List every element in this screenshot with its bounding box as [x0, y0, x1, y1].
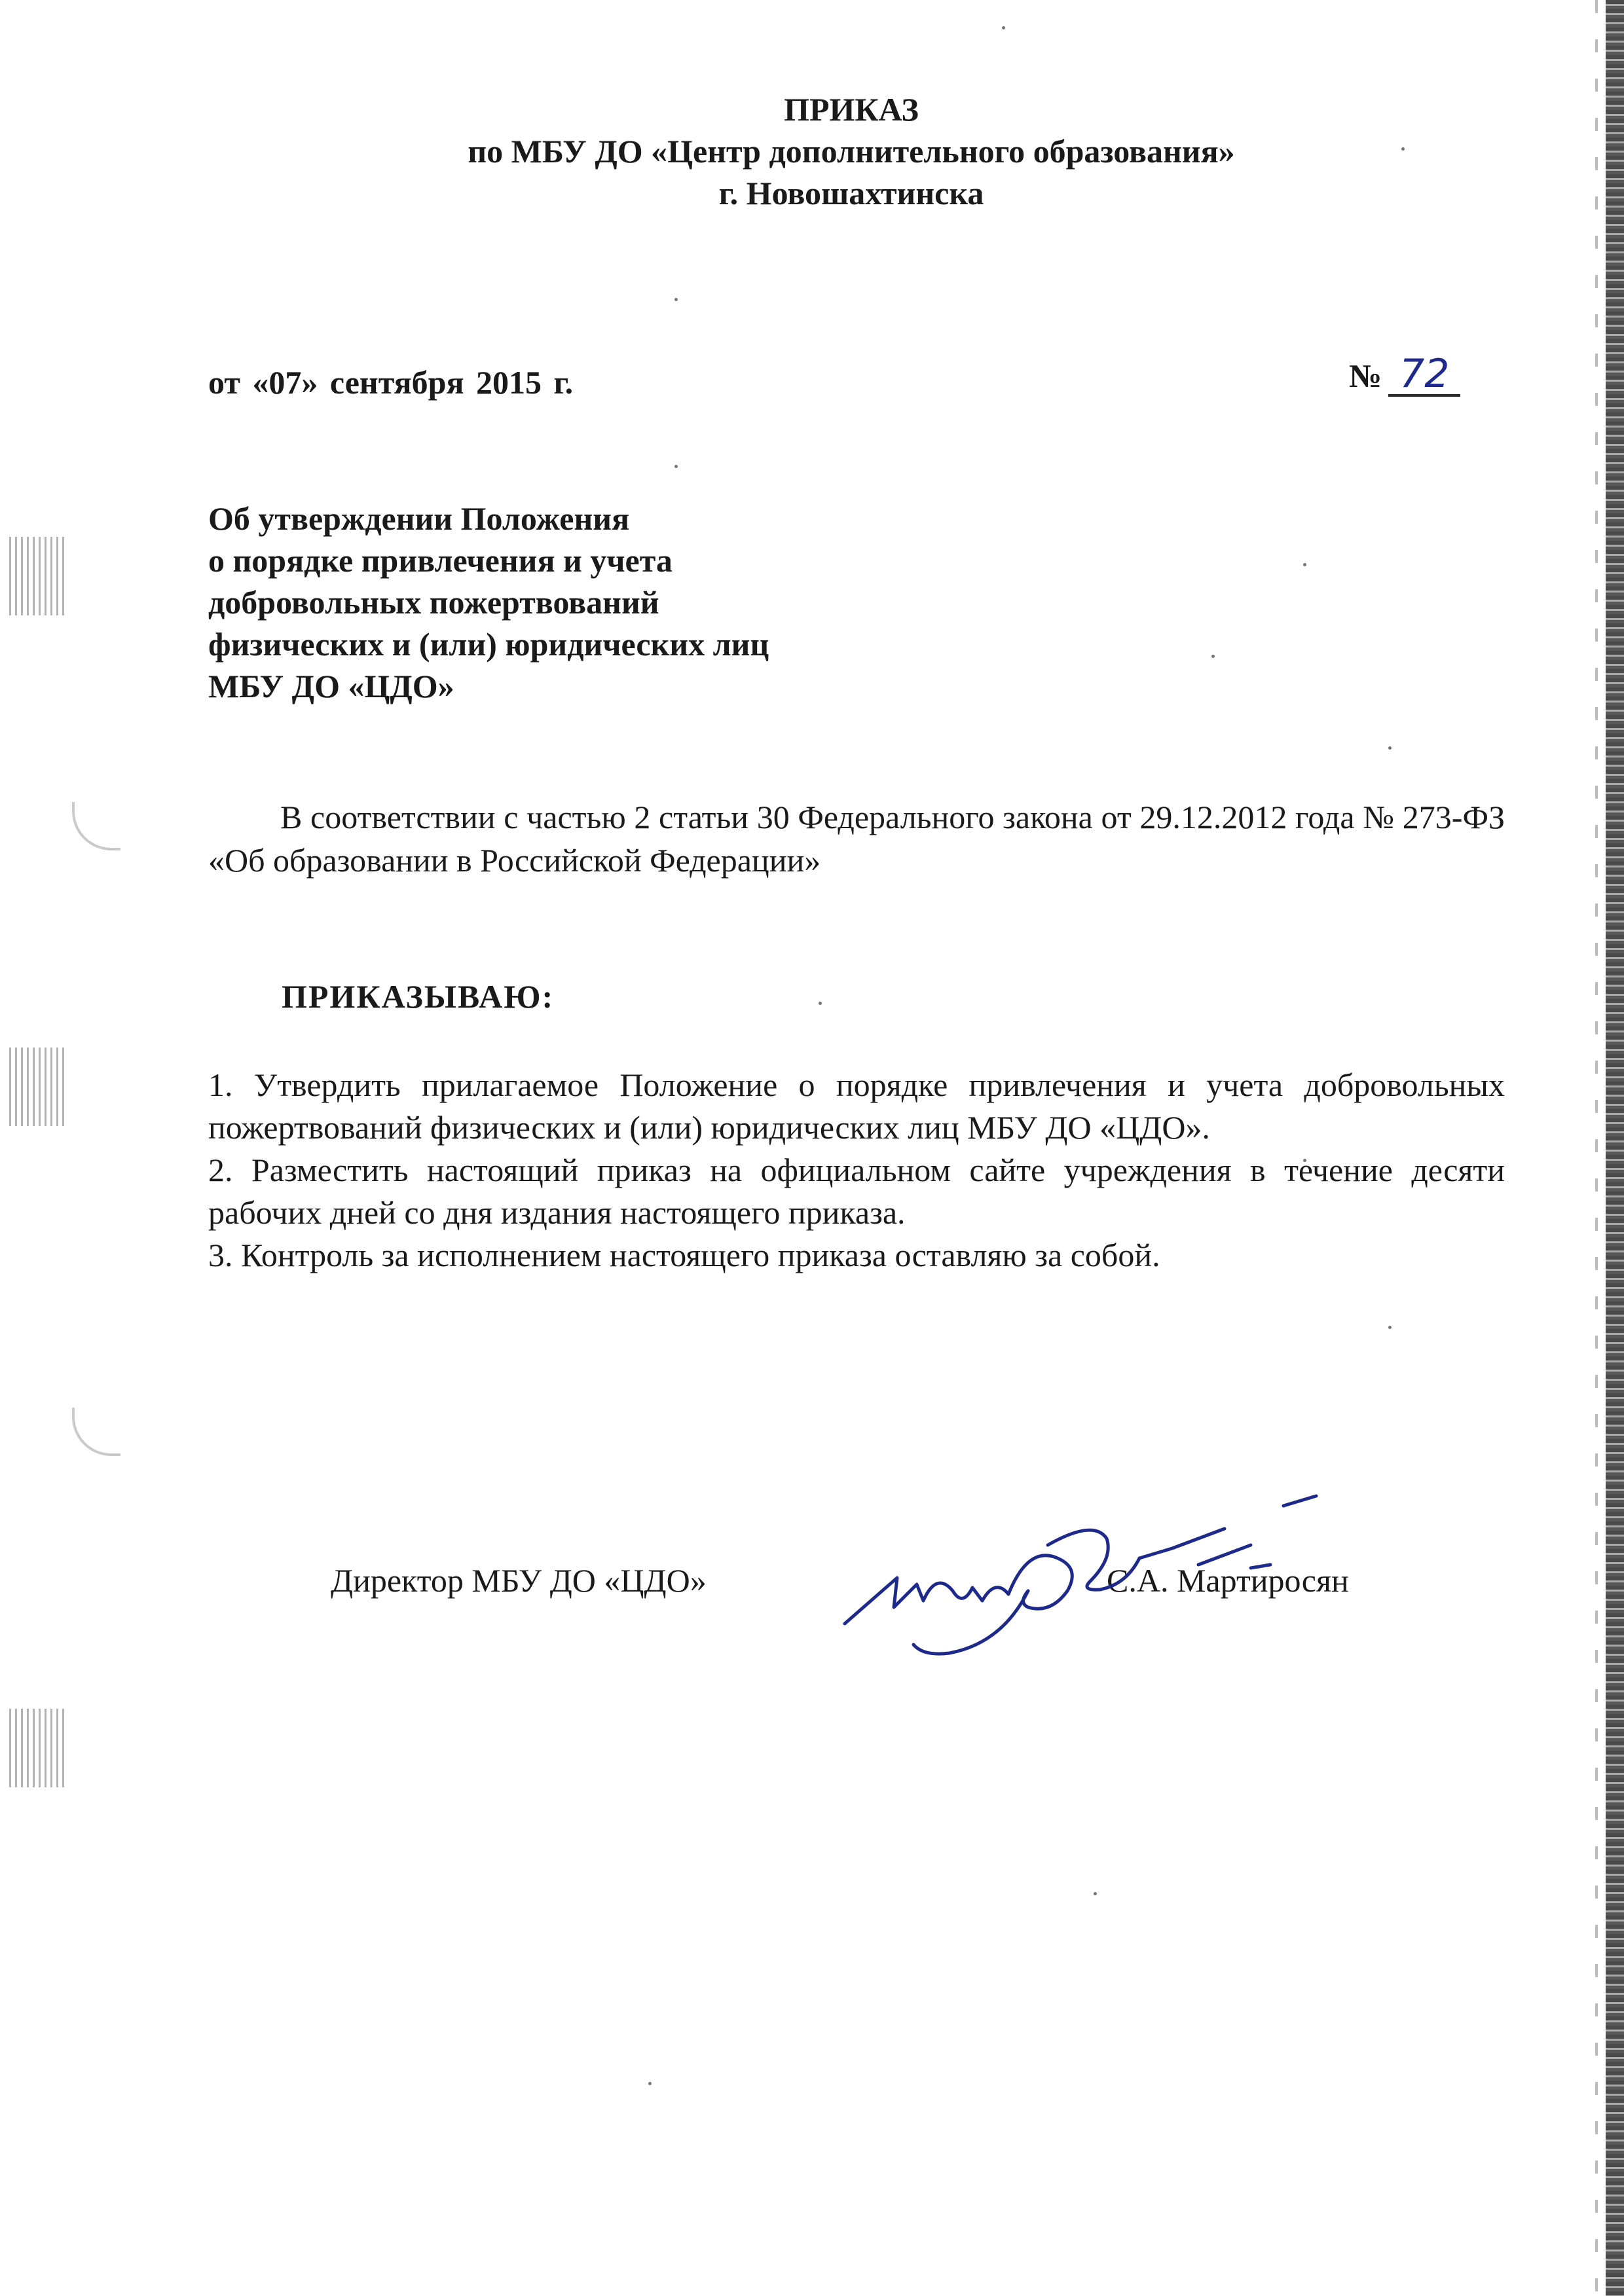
order-item: 3. Контроль за исполнением настоящего приказа оставляю за собой. — [208, 1237, 1160, 1273]
scan-speck — [648, 2082, 652, 2085]
document-title: ПРИКАЗ — [784, 91, 919, 128]
order-items — [208, 1064, 1505, 1277]
binder-hole-arc — [72, 1408, 120, 1456]
scan-speck — [674, 465, 678, 468]
subject-line: Об утверждении Положения — [208, 500, 630, 537]
organization-city: г. Новошахтинска — [718, 175, 984, 211]
scan-speck — [1388, 1326, 1392, 1329]
handwritten-signature — [832, 1493, 1329, 1656]
signatory-name: С.А. Мартиросян — [1107, 1562, 1349, 1599]
scan-speck — [1211, 655, 1215, 658]
order-item: 2. Разместить настоящий приказ на официальном сайте учреждения в течение десяти рабочих дней со дня издания настоящего приказа. — [208, 1152, 1505, 1231]
subject-line: физических и (или) юридических лиц — [208, 626, 769, 663]
order-item: 1. Утвердить прилагаемое Положение о порядке привлечения и учета добровольных пожертвований физических и (или) юридических лиц МБУ ДО «ЦДО». — [208, 1066, 1505, 1146]
signatory-title: Директор МБУ ДО «ЦДО» — [331, 1562, 707, 1599]
scan-speck — [819, 1002, 822, 1005]
binder-hole-marks — [9, 1048, 68, 1126]
scan-speck — [1094, 1892, 1097, 1895]
order-subject — [208, 498, 769, 707]
order-number-value: 72 — [1388, 354, 1460, 397]
subject-line: МБУ ДО «ЦДО» — [208, 668, 454, 704]
binder-hole-arc — [72, 802, 120, 850]
scan-edge-artifact-inner — [1595, 0, 1598, 2296]
scan-speck — [674, 298, 678, 301]
order-number — [1349, 351, 1460, 397]
binder-hole-marks — [9, 1709, 68, 1787]
signature-block — [0, 1561, 1624, 1614]
subject-line: добровольных пожертвований — [208, 584, 659, 621]
document-header — [0, 88, 1624, 214]
scan-edge-artifact — [1606, 0, 1624, 2296]
scan-speck — [1388, 746, 1392, 750]
order-number-label: № — [1349, 357, 1382, 394]
binder-hole-marks — [9, 537, 68, 615]
subject-line: о порядке привлечения и учета — [208, 542, 673, 579]
scan-speck — [1002, 26, 1005, 29]
scan-speck — [1303, 563, 1306, 566]
order-date: от «07» сентября 2015 г. — [208, 364, 574, 401]
organization-name: по МБУ ДО «Центр дополнительного образования» — [468, 133, 1235, 170]
order-directive-heading: ПРИКАЗЫВАЮ: — [282, 978, 555, 1015]
order-preamble: В соответствии с частью 2 статьи 30 Федерального закона от 29.12.2012 года № 273-ФЗ «Об образовании в Российской Федерации» — [208, 799, 1505, 879]
